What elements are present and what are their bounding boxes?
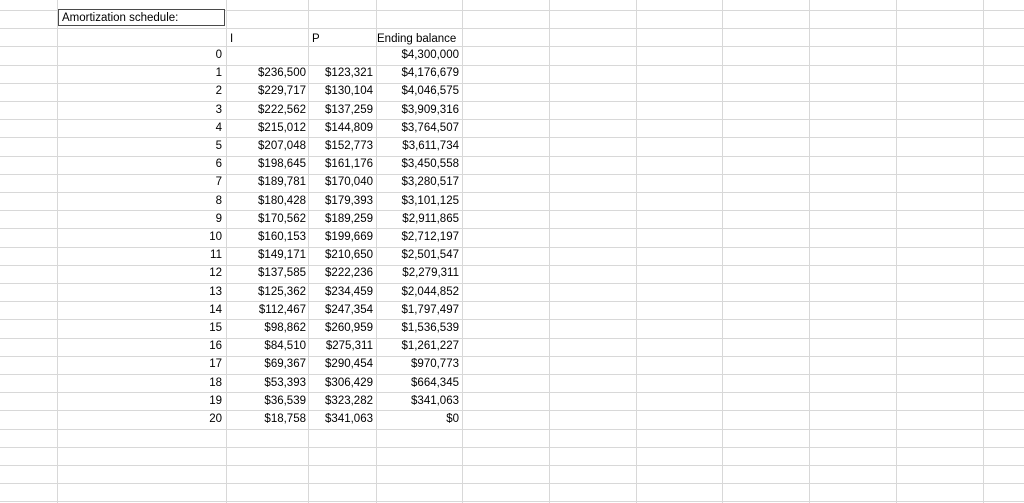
sheet-title: Amortization schedule:	[62, 12, 179, 24]
row-gridline	[0, 338, 1024, 339]
row-gridline	[0, 283, 1024, 284]
row-gridline	[0, 447, 1024, 448]
column-gridline	[722, 0, 723, 503]
header-ending-balance[interactable]: Ending balance	[377, 33, 457, 45]
row-gridline	[0, 429, 1024, 430]
period-cell[interactable]: 18	[209, 377, 222, 389]
interest-cell[interactable]: $18,758	[264, 413, 306, 425]
interest-cell[interactable]: $160,153	[258, 231, 306, 243]
row-gridline	[0, 210, 1024, 211]
principal-cell[interactable]: $123,321	[325, 67, 373, 79]
column-gridline	[226, 0, 227, 503]
period-cell[interactable]: 11	[210, 249, 222, 261]
interest-cell[interactable]: $137,585	[258, 267, 306, 279]
row-gridline	[0, 192, 1024, 193]
period-cell[interactable]: 1	[215, 67, 222, 79]
interest-cell[interactable]: $98,862	[264, 322, 306, 334]
row-gridline	[0, 156, 1024, 157]
balance-cell[interactable]: $3,101,125	[401, 195, 459, 207]
interest-cell[interactable]: $222,562	[258, 104, 306, 116]
balance-cell[interactable]: $1,797,497	[401, 304, 459, 316]
column-gridline	[549, 0, 550, 503]
balance-cell[interactable]: $3,280,517	[401, 176, 459, 188]
balance-cell[interactable]: $2,044,852	[401, 286, 459, 298]
interest-cell[interactable]: $69,367	[264, 358, 306, 370]
row-gridline	[0, 501, 1024, 502]
column-gridline	[809, 0, 810, 503]
balance-cell[interactable]: $3,764,507	[401, 122, 459, 134]
principal-cell[interactable]: $323,282	[325, 395, 373, 407]
principal-cell[interactable]: $161,176	[325, 158, 373, 170]
column-gridline	[308, 0, 309, 503]
period-cell[interactable]: 6	[215, 158, 222, 170]
row-gridline	[0, 483, 1024, 484]
column-gridline	[896, 0, 897, 503]
interest-cell[interactable]: $112,467	[258, 304, 306, 316]
interest-cell[interactable]	[228, 46, 306, 64]
principal-cell[interactable]: $222,236	[325, 267, 373, 279]
principal-cell[interactable]	[310, 46, 373, 64]
principal-cell[interactable]: $247,354	[325, 304, 373, 316]
period-cell[interactable]: 14	[209, 304, 222, 316]
row-gridline	[0, 301, 1024, 302]
interest-cell[interactable]: $149,171	[258, 249, 306, 261]
interest-cell[interactable]: $180,428	[258, 195, 306, 207]
row-gridline	[0, 265, 1024, 266]
header-principal[interactable]: P	[312, 33, 320, 45]
interest-cell[interactable]: $229,717	[258, 85, 306, 97]
period-cell[interactable]: 8	[215, 195, 222, 207]
balance-cell[interactable]: $341,063	[411, 395, 459, 407]
principal-cell[interactable]: $260,959	[325, 322, 373, 334]
balance-cell[interactable]: $3,450,558	[401, 158, 459, 170]
row-gridline	[0, 28, 1024, 29]
principal-cell[interactable]: $290,454	[325, 358, 373, 370]
balance-cell[interactable]: $3,611,734	[402, 140, 459, 152]
principal-cell[interactable]: $306,429	[325, 377, 373, 389]
period-cell[interactable]: 19	[209, 395, 222, 407]
balance-cell[interactable]: $1,536,539	[401, 322, 459, 334]
period-cell[interactable]: 7	[215, 176, 222, 188]
period-cell[interactable]: 0	[215, 49, 222, 61]
row-gridline	[0, 465, 1024, 466]
row-gridline	[0, 228, 1024, 229]
period-cell[interactable]: 13	[209, 286, 222, 298]
balance-cell[interactable]: $970,773	[411, 358, 459, 370]
row-gridline	[0, 137, 1024, 138]
principal-cell[interactable]: $179,393	[325, 195, 373, 207]
principal-cell[interactable]: $144,809	[325, 122, 373, 134]
interest-cell[interactable]: $53,393	[264, 377, 306, 389]
interest-cell[interactable]: $207,048	[258, 140, 306, 152]
period-cell[interactable]: 12	[209, 267, 222, 279]
balance-cell[interactable]: $1,261,227	[401, 340, 459, 352]
row-gridline	[0, 392, 1024, 393]
principal-cell[interactable]: $275,311	[325, 340, 373, 352]
column-gridline	[462, 0, 463, 503]
column-gridline	[376, 0, 377, 503]
period-cell[interactable]: 2	[215, 85, 222, 97]
principal-cell[interactable]: $210,650	[325, 249, 373, 261]
period-cell[interactable]: 17	[209, 358, 222, 370]
balance-cell[interactable]: $0	[446, 413, 459, 425]
row-gridline	[0, 101, 1024, 102]
row-gridline	[0, 174, 1024, 175]
row-gridline	[0, 374, 1024, 375]
principal-cell[interactable]: $130,104	[325, 85, 373, 97]
interest-cell[interactable]: $236,500	[258, 67, 306, 79]
principal-cell[interactable]: $341,063	[325, 413, 373, 425]
balance-cell[interactable]: $4,046,575	[401, 85, 459, 97]
interest-cell[interactable]: $189,781	[258, 176, 306, 188]
principal-cell[interactable]: $199,669	[325, 231, 373, 243]
row-gridline	[0, 410, 1024, 411]
principal-cell[interactable]: $189,259	[325, 213, 373, 225]
balance-cell[interactable]: $2,501,547	[401, 249, 459, 261]
row-gridline	[0, 319, 1024, 320]
principal-cell[interactable]: $234,459	[325, 286, 373, 298]
period-cell[interactable]: 15	[209, 322, 222, 334]
header-interest[interactable]: I	[230, 33, 234, 45]
balance-cell[interactable]: $4,300,000	[401, 49, 459, 61]
interest-cell[interactable]: $84,510	[264, 340, 306, 352]
row-gridline	[0, 46, 1024, 47]
period-cell[interactable]: 9	[215, 213, 222, 225]
interest-cell[interactable]: $198,645	[258, 158, 306, 170]
period-cell[interactable]: 16	[209, 340, 222, 352]
period-cell[interactable]: 20	[209, 413, 222, 425]
row-gridline	[0, 119, 1024, 120]
period-cell[interactable]: 10	[209, 231, 222, 243]
balance-cell[interactable]: $4,176,679	[401, 67, 459, 79]
selected-title-cell[interactable]	[58, 9, 225, 26]
interest-cell[interactable]: $215,012	[258, 122, 306, 134]
interest-cell[interactable]: $36,539	[264, 395, 306, 407]
row-gridline	[0, 247, 1024, 248]
principal-cell[interactable]: $152,773	[325, 140, 373, 152]
interest-cell[interactable]: $125,362	[258, 286, 306, 298]
balance-cell[interactable]: $664,345	[411, 377, 459, 389]
balance-cell[interactable]: $3,909,316	[401, 104, 459, 116]
balance-cell[interactable]: $2,911,865	[402, 213, 459, 225]
balance-cell[interactable]: $2,712,197	[401, 231, 459, 243]
period-cell[interactable]: 3	[215, 104, 222, 116]
column-gridline	[983, 0, 984, 503]
balance-cell[interactable]: $2,279,311	[402, 267, 459, 279]
principal-cell[interactable]: $170,040	[325, 176, 373, 188]
period-cell[interactable]: 5	[215, 140, 222, 152]
row-gridline	[0, 83, 1024, 84]
principal-cell[interactable]: $137,259	[325, 104, 373, 116]
interest-cell[interactable]: $170,562	[258, 213, 306, 225]
row-gridline	[0, 65, 1024, 66]
row-gridline	[0, 356, 1024, 357]
column-gridline	[636, 0, 637, 503]
column-gridline	[57, 0, 58, 503]
period-cell[interactable]: 4	[215, 122, 222, 134]
